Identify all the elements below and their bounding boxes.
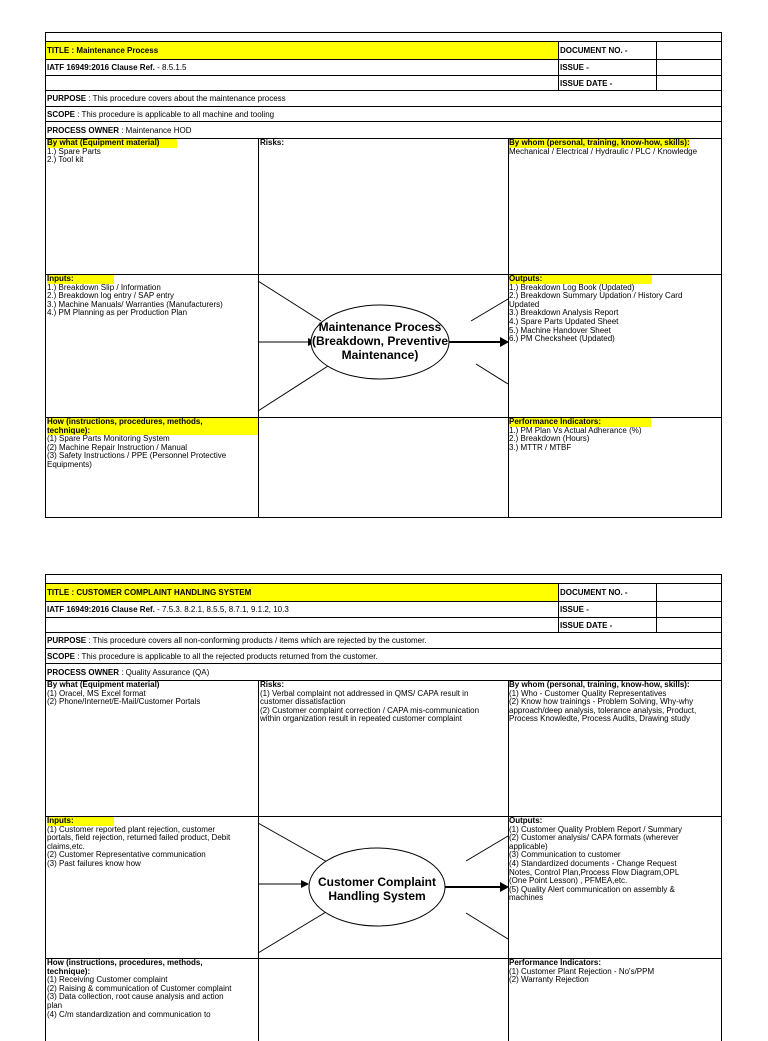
how-header-block bbox=[47, 418, 258, 435]
performance-header: Performance Indicators: bbox=[509, 418, 651, 427]
issue-date-row bbox=[45, 618, 722, 633]
inputs-line: (2) Customer Representative communication bbox=[47, 850, 206, 860]
scope-value: : This procedure is applicable to all the rejected products returned from the customer. bbox=[75, 652, 378, 661]
issue-value bbox=[656, 60, 721, 75]
outputs-line: 4.) Spare Parts Updated Sheet bbox=[509, 316, 619, 326]
risks-line: within organization result in repeated customer complaint bbox=[260, 714, 462, 724]
how-header: How (instructions, procedures, methods, bbox=[47, 959, 203, 967]
outputs-line: (3) Communication to customer bbox=[509, 850, 621, 860]
how-line: (3) Safety Instructions / PPE (Personnel Protective bbox=[47, 451, 227, 461]
scope-label: SCOPE bbox=[47, 110, 76, 119]
by-whom-line: (2) Know how trainings - Problem Solving, Why-why bbox=[509, 697, 694, 707]
inputs-line: (3) Past failures know how bbox=[47, 858, 141, 868]
purpose-row bbox=[45, 633, 722, 649]
owner-label: PROCESS OWNER bbox=[47, 668, 120, 677]
issue-date-value bbox=[656, 76, 721, 90]
owner-row bbox=[45, 664, 722, 681]
performance-line: 2.) Breakdown (Hours) bbox=[509, 434, 590, 444]
by-whom-section bbox=[509, 681, 723, 724]
inputs-line: 3.) Machine Manuals/ Warranties (Manufacturers) bbox=[47, 299, 223, 309]
scope bbox=[46, 649, 721, 663]
document-no-label: DOCUMENT NO. - bbox=[558, 42, 656, 59]
clause-label: IATF 16949:2016 Clause Ref. bbox=[47, 605, 155, 614]
clause-label: IATF 16949:2016 Clause Ref. bbox=[47, 63, 155, 72]
process-name-line-1: Customer Complaint bbox=[317, 875, 437, 889]
by-what-section bbox=[47, 139, 258, 165]
how-section bbox=[47, 418, 258, 470]
purpose-label: PURPOSE bbox=[47, 636, 87, 645]
how-header-block bbox=[47, 959, 258, 976]
how-line: Equipments) bbox=[47, 459, 92, 469]
outputs-line: (4) Standardized documents - Change Request bbox=[509, 858, 677, 868]
by-whom-section bbox=[509, 139, 723, 156]
by-what-section bbox=[47, 681, 258, 707]
clause-value: - 8.5.1.5 bbox=[154, 63, 187, 72]
performance-line: (1) Customer Plant Rejection - No's/PPM bbox=[509, 966, 655, 976]
how-line: (1) Spare Parts Monitoring System bbox=[47, 434, 170, 444]
scope bbox=[46, 107, 721, 121]
risks-header: Risks: bbox=[260, 681, 285, 689]
clause-row bbox=[45, 60, 722, 76]
inputs-line: 2.) Breakdown log entry / SAP entry bbox=[47, 291, 175, 301]
by-what-header: By what (Equipment material) bbox=[47, 139, 177, 148]
issue-date-label: ISSUE DATE - bbox=[558, 618, 656, 632]
risks-line: (2) Customer complaint correction / CAPA mis-communication bbox=[260, 705, 480, 715]
risks-header: Risks: bbox=[260, 139, 285, 147]
inputs-line: 4.) PM Planning as per Production Plan bbox=[47, 308, 188, 318]
clause-value: - 7.5.3. 8.2.1, 8.5.5, 8.7.1, 9.1.2, 10.3 bbox=[154, 605, 289, 614]
inputs-line: 1.) Breakdown Slip / Information bbox=[47, 282, 161, 292]
outputs-section bbox=[509, 817, 722, 903]
performance-line: 3.) MTTR / MTBF bbox=[509, 442, 572, 452]
inputs-line: portals, field rejection, returned failed product, Debit bbox=[47, 833, 231, 843]
outputs-line: 2.) Breakdown Summary Updation / History Card bbox=[509, 291, 683, 301]
how-line: plan bbox=[47, 1000, 63, 1010]
outputs-line: Notes, Control Plan,Process Flow Diagram,OPL bbox=[509, 867, 680, 877]
performance-line: (2) Warranty Rejection bbox=[509, 975, 589, 985]
issue-date-label: ISSUE DATE - bbox=[558, 76, 656, 90]
by-what-line: 2.) Tool kit bbox=[47, 155, 84, 165]
outputs-line: machines bbox=[509, 893, 544, 903]
risks-line: customer dissatisfaction bbox=[260, 697, 346, 707]
how-header-2: technique): bbox=[47, 425, 91, 435]
how-line: (2) Raising & communication of Customer complaint bbox=[47, 983, 232, 993]
how-section bbox=[47, 959, 258, 1019]
outputs-line: 3.) Breakdown Analysis Report bbox=[509, 308, 619, 318]
by-whom-header: By whom (personal, training, know-how, skills): bbox=[509, 139, 690, 147]
purpose-value: : This procedure covers about the maintenance process bbox=[86, 94, 286, 103]
clause-ref bbox=[46, 60, 558, 75]
outputs-header: Outputs: bbox=[509, 275, 652, 284]
title-row bbox=[45, 584, 722, 602]
how-header: How (instructions, procedures, methods, bbox=[47, 418, 203, 426]
how-header-2: technique): bbox=[47, 966, 91, 976]
clause-row bbox=[45, 602, 722, 618]
by-what-line: 1.) Spare Parts bbox=[47, 146, 101, 156]
outputs-line: 5.) Machine Handover Sheet bbox=[509, 325, 611, 335]
inputs-section bbox=[47, 275, 258, 318]
by-what-header: By what (Equipment material) bbox=[47, 681, 160, 689]
clause-ref bbox=[46, 602, 558, 617]
inputs-header: Inputs: bbox=[47, 817, 114, 826]
turtle-diagram-grid bbox=[45, 681, 722, 1041]
issue-label: ISSUE - bbox=[558, 60, 656, 75]
by-whom-line: Mechanical / Electrical / Hydraulic / PLC / Knowledge bbox=[509, 146, 698, 156]
outputs-line: 6.) PM Checksheet (Updated) bbox=[509, 334, 615, 344]
owner-label: PROCESS OWNER bbox=[47, 126, 120, 135]
by-whom-line: Process Knowledte, Process Audits, Drawing study bbox=[509, 714, 690, 724]
performance-line: 1.) PM Plan Vs Actual Adherance (%) bbox=[509, 425, 642, 435]
form-top-strip bbox=[45, 574, 722, 584]
performance-section bbox=[509, 959, 722, 985]
process-name-line-2: Handling System bbox=[328, 889, 426, 903]
document-no-value bbox=[656, 42, 721, 59]
document-no-label: DOCUMENT NO. - bbox=[558, 584, 656, 601]
process-name-line-2: (Breakdown, Preventive bbox=[311, 334, 449, 348]
issue-value bbox=[656, 602, 721, 617]
outputs-line: (5) Quality Alert communication on assembly & bbox=[509, 884, 675, 894]
form-title: TITLE : Maintenance Process bbox=[46, 42, 558, 59]
purpose bbox=[46, 633, 721, 648]
by-whom-line: approach/deep analysis, tolerance analysis, Product, bbox=[509, 705, 697, 715]
scope-label: SCOPE bbox=[47, 652, 76, 661]
inputs-line: (1) Customer reported plant rejection, customer bbox=[47, 824, 216, 834]
inputs-header: Inputs: bbox=[47, 275, 114, 284]
by-whom-line: (1) Who - Customer Quality Representatives bbox=[509, 688, 667, 698]
turtle-diagram-grid bbox=[45, 139, 722, 518]
how-line: (3) Data collection, root cause analysis and action bbox=[47, 992, 224, 1002]
owner-row bbox=[45, 122, 722, 139]
how-line: (1) Receiving Customer complaint bbox=[47, 975, 168, 985]
by-what-line: (1) Oracel, MS Excel format bbox=[47, 688, 146, 698]
outputs-line: 1.) Breakdown Log Book (Updated) bbox=[509, 282, 635, 292]
performance-section bbox=[509, 418, 722, 452]
owner-value: : Maintenance HOD bbox=[119, 126, 192, 135]
inputs-line: claims,etc. bbox=[47, 841, 85, 851]
process-name-line-1: Maintenance Process bbox=[318, 320, 442, 334]
purpose-label: PURPOSE bbox=[47, 94, 87, 103]
outputs-line: (2) Customer analysis/ CAPA formats (wherever bbox=[509, 833, 679, 843]
form-title: TITLE : CUSTOMER COMPLAINT HANDLING SYSTEM bbox=[46, 584, 558, 601]
outputs-line: applicable) bbox=[509, 841, 548, 851]
performance-header: Performance Indicators: bbox=[509, 959, 602, 967]
issue-label: ISSUE - bbox=[558, 602, 656, 617]
risks-section bbox=[260, 139, 508, 148]
outputs-section bbox=[509, 275, 722, 344]
how-line: (2) Machine Repair Instruction / Manual bbox=[47, 442, 188, 452]
purpose-row bbox=[45, 91, 722, 107]
document-no-value bbox=[656, 584, 721, 601]
scope-value: : This procedure is applicable to all machine and tooling bbox=[75, 110, 275, 119]
risks-line: (1) Verbal complaint not addressed in QMS/ CAPA result in bbox=[260, 688, 469, 698]
issue-date-value bbox=[656, 618, 721, 632]
by-whom-header: By whom (personal, training, know-how, skills): bbox=[509, 681, 690, 689]
process-name-line-3: Maintenance) bbox=[341, 348, 419, 362]
outputs-line: (1) Customer Quality Problem Report / Summary bbox=[509, 824, 682, 834]
outputs-line: (One Point Lesson) , PFMEA,etc. bbox=[509, 876, 628, 886]
inputs-section bbox=[47, 817, 258, 869]
risks-section bbox=[260, 681, 508, 724]
outputs-line: Updated bbox=[509, 299, 540, 309]
scope-row bbox=[45, 107, 722, 122]
process-owner bbox=[46, 664, 721, 680]
title-row bbox=[45, 42, 722, 60]
process-owner bbox=[46, 122, 721, 138]
owner-value: : Quality Assurance (QA) bbox=[119, 668, 210, 677]
form-top-strip bbox=[45, 32, 722, 42]
by-what-line: (2) Phone/Internet/E-Mail/Customer Portals bbox=[47, 697, 201, 707]
purpose bbox=[46, 91, 721, 106]
purpose-value: : This procedure covers all non-conforming products / items which are rejected by the customer. bbox=[86, 636, 427, 645]
scope-row bbox=[45, 649, 722, 664]
issue-date-row bbox=[45, 76, 722, 91]
outputs-header: Outputs: bbox=[509, 817, 543, 825]
how-line: (4) C/m standardization and communication to bbox=[47, 1009, 211, 1019]
